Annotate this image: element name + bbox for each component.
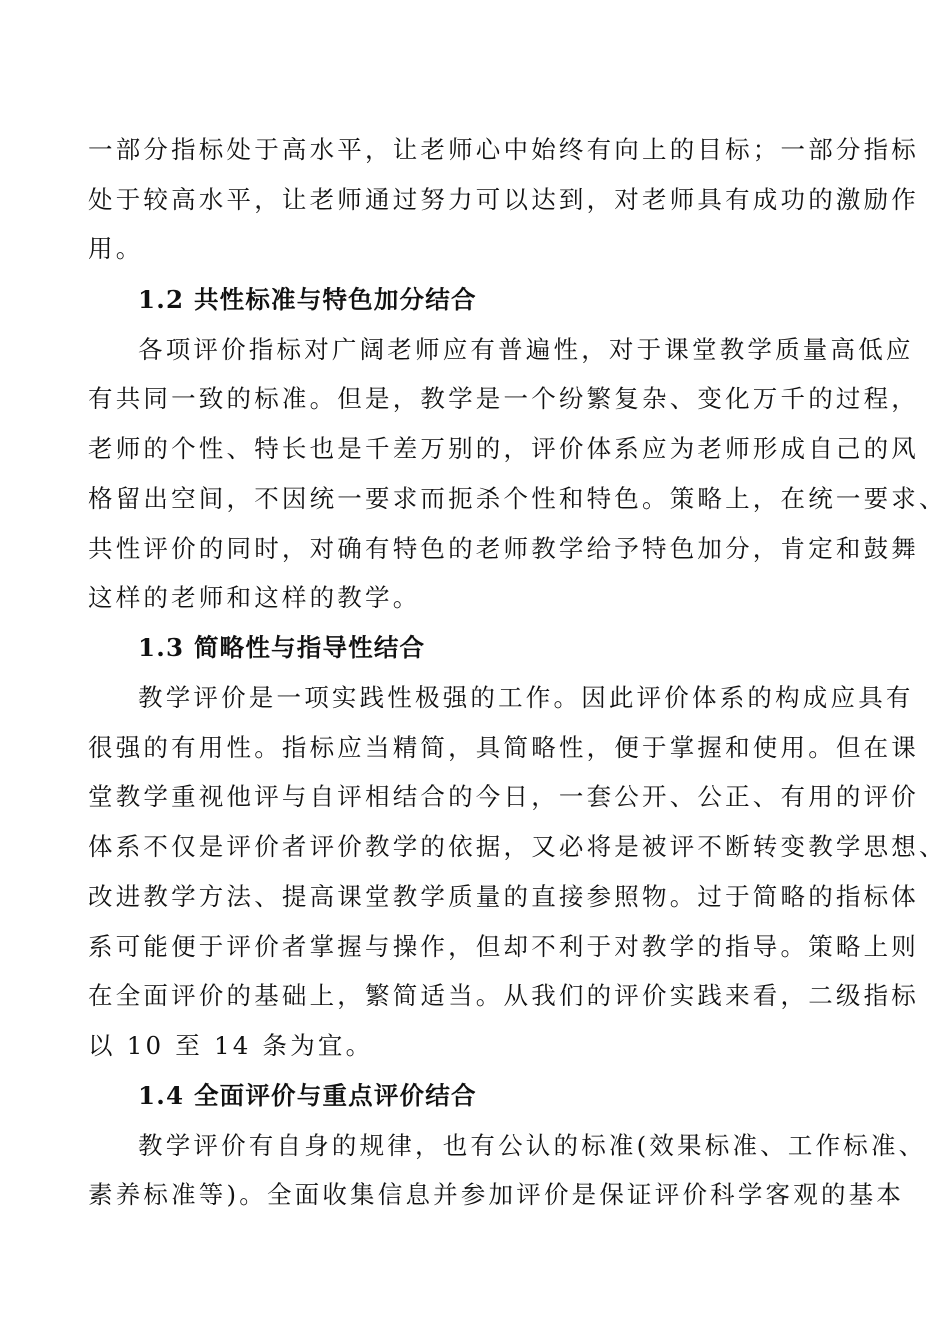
paragraph-line: 一部分指标处于高水平，让老师心中始终有向上的目标；一部分指标: [88, 135, 919, 164]
paragraph-line: 教学评价是一项实践性极强的工作。因此评价体系的构成应具有: [138, 683, 914, 712]
paragraph-line: 这样的老师和这样的教学。: [88, 583, 421, 612]
paragraph-line: 教学评价有自身的规律，也有公认的标准(效果标准、工作标准、: [138, 1131, 927, 1160]
paragraph-line: 处于较高水平，让老师通过努力可以达到，对老师具有成功的激励作: [88, 185, 919, 214]
paragraph-line: 用。: [88, 234, 144, 263]
paragraph-line: 素养标准等)。全面收集信息并参加评价是保证评价科学客观的基本: [88, 1180, 905, 1209]
paragraph-line: 在全面评价的基础上，繁简适当。从我们的评价实践来看，二级指标: [88, 981, 919, 1010]
paragraph-line: 堂教学重视他评与自评相结合的今日，一套公开、公正、有用的评价: [88, 782, 919, 811]
paragraph-line: 格留出空间，不因统一要求而扼杀个性和特色。策略上，在统一要求、: [88, 484, 947, 513]
paragraph-line: 共性评价的同时，对确有特色的老师教学给予特色加分，肯定和鼓舞: [88, 534, 919, 563]
paragraph-line: 系可能便于评价者掌握与操作，但却不利于对教学的指导。策略上则: [88, 932, 919, 961]
paragraph-line: 很强的有用性。指标应当精简，具简略性，便于掌握和使用。但在课: [88, 733, 919, 762]
section-heading-1-4: 1.4 全面评价与重点评价结合: [138, 1081, 477, 1110]
paragraph-line: 有共同一致的标准。但是，教学是一个纷繁复杂、变化万千的过程，: [88, 384, 919, 413]
paragraph-line: 各项评价指标对广阔老师应有普遍性，对于课堂教学质量高低应: [138, 335, 914, 364]
section-heading-1-2: 1.2 共性标准与特色加分结合: [138, 285, 477, 314]
paragraph-line: 体系不仅是评价者评价教学的依据，又必将是被评不断转变教学思想、: [88, 832, 947, 861]
paragraph-line: 以 10 至 14 条为宜。: [88, 1031, 374, 1060]
paragraph-line: 老师的个性、特长也是千差万别的，评价体系应为老师形成自己的风: [88, 434, 919, 463]
section-heading-1-3: 1.3 简略性与指导性结合: [138, 633, 426, 662]
paragraph-line: 改进教学方法、提高课堂教学质量的直接参照物。过于简略的指标体: [88, 882, 919, 911]
